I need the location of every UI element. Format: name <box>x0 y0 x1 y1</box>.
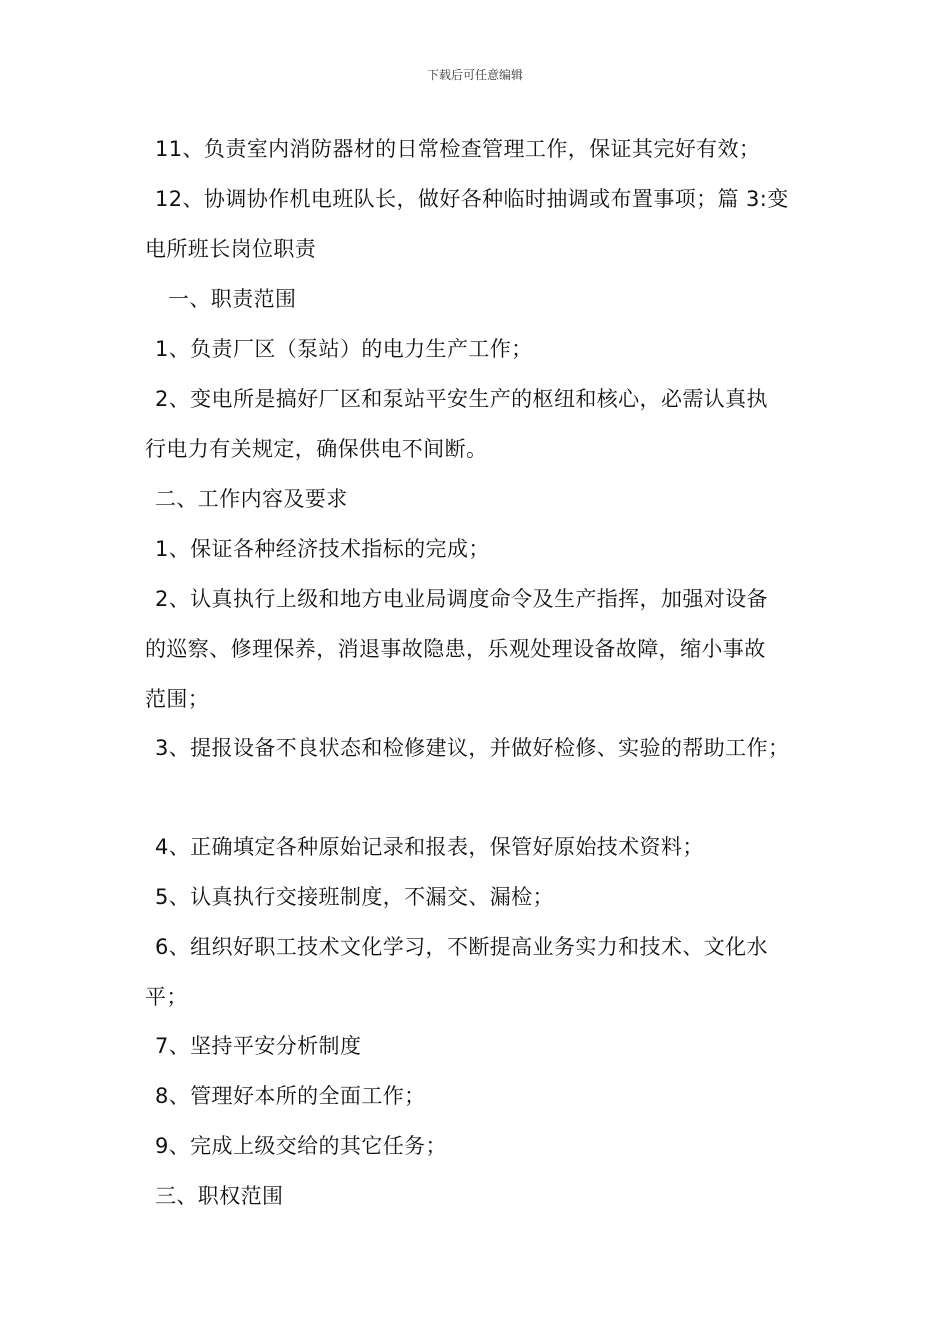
paragraph-line: 行电力有关规定，确保供电不间断。 <box>145 437 488 461</box>
paragraph-line: 1、保证各种经济技术指标的完成； <box>155 537 490 561</box>
section-heading: 三、职权范围 <box>155 1184 284 1208</box>
paragraph-line: 6、组织好职工技术文化学习，不断提高业务实力和技术、文化水 <box>155 935 768 959</box>
paragraph-line: 12、协调协作机电班队长，做好各种临时抽调或布置事项；篇 3:变 <box>155 187 789 211</box>
paragraph-line: 3、提报设备不良状态和检修建议，并做好检修、实验的帮助工作； <box>155 736 790 760</box>
section-heading: 一、职责范围 <box>168 287 297 311</box>
section-heading: 二、工作内容及要求 <box>155 487 348 511</box>
paragraph-line: 范围； <box>145 687 210 711</box>
paragraph-line: 平； <box>145 985 188 1009</box>
paragraph-line: 2、变电所是搞好厂区和泵站平安生产的枢纽和核心，必需认真执 <box>155 387 768 411</box>
paragraph-line: 1、负责厂区（泵站）的电力生产工作； <box>155 337 533 361</box>
paragraph-line: 2、认真执行上级和地方电业局调度命令及生产指挥，加强对设备 <box>155 587 768 611</box>
paragraph-line: 7、坚持平安分析制度 <box>155 1034 362 1058</box>
paragraph-line: 9、完成上级交给的其它任务； <box>155 1134 447 1158</box>
paragraph-line: 11、负责室内消防器材的日常检查管理工作，保证其完好有效； <box>155 137 761 161</box>
paragraph-line: 电所班长岗位职责 <box>145 237 317 261</box>
paragraph-line: 8、管理好本所的全面工作； <box>155 1084 426 1108</box>
paragraph-line: 4、正确填定各种原始记录和报表，保管好原始技术资料； <box>155 835 704 859</box>
paragraph-line: 5、认真执行交接班制度，不漏交、漏检； <box>155 885 554 909</box>
paragraph-line: 的巡察、修理保养，消退事故隐患，乐观处理设备故障，缩小事故 <box>145 637 766 661</box>
page-header: 下载后可任意编辑 <box>426 68 523 82</box>
